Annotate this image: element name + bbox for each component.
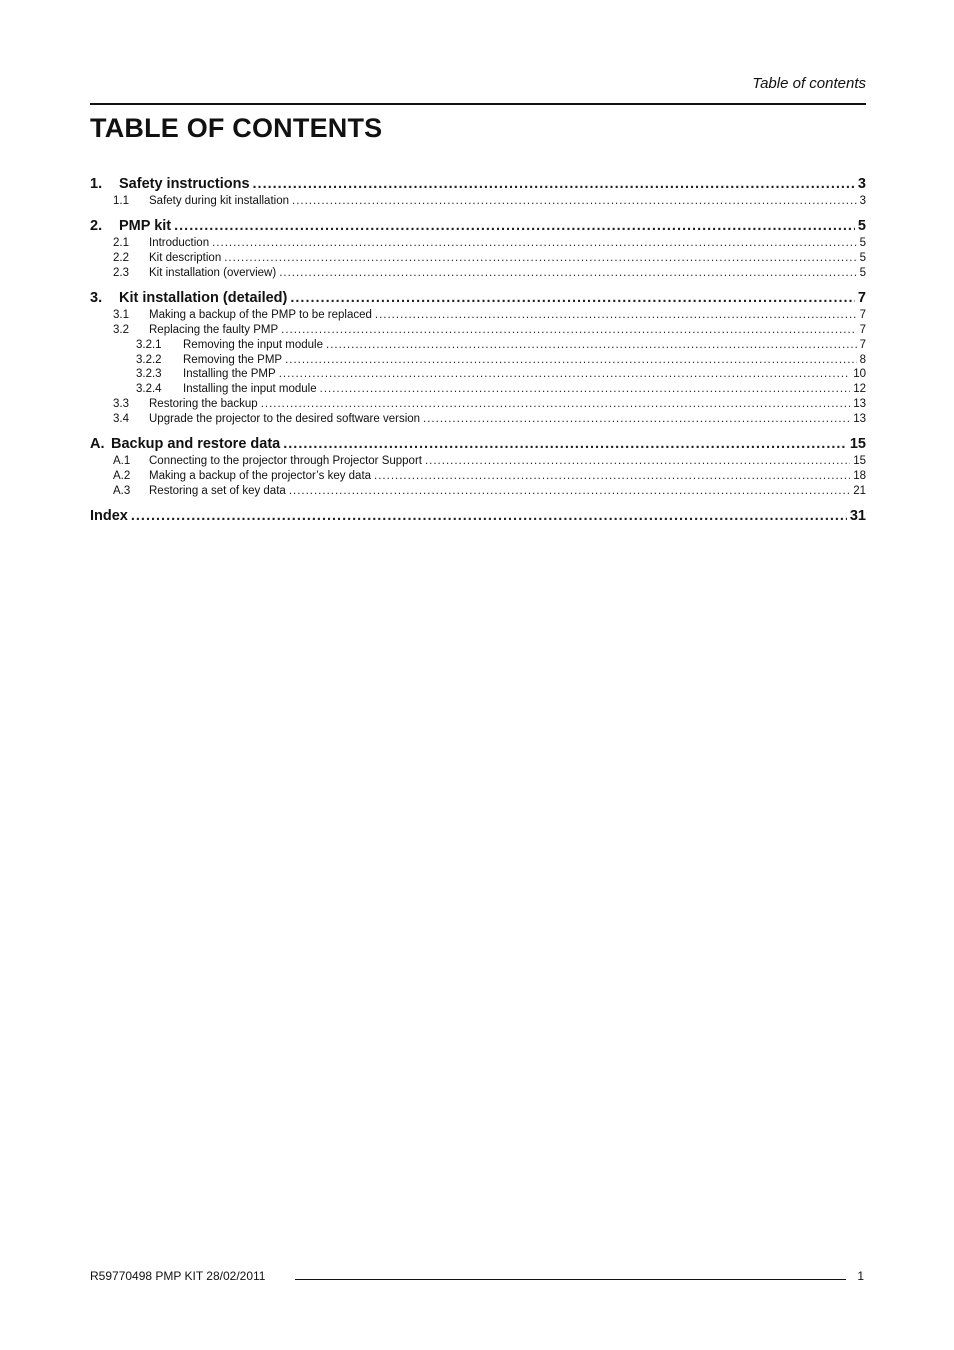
page-title: TABLE OF CONTENTS	[90, 113, 383, 143]
toc-section-a-2[interactable]	[90, 469, 866, 484]
toc-title: Safety instructions	[119, 176, 250, 192]
dot-leader	[326, 338, 857, 353]
toc-chapter-2[interactable]	[90, 217, 866, 236]
header-rule	[90, 103, 866, 105]
footer-page-number: 1	[857, 1269, 864, 1283]
toc-page: 7	[857, 290, 866, 306]
dot-leader	[375, 308, 857, 323]
toc-subsection-3-2-2[interactable]	[90, 353, 866, 368]
toc-title: Restoring a set of key data	[149, 484, 286, 497]
toc-number: 3.2.1	[136, 339, 162, 351]
dot-leader	[292, 194, 857, 209]
dot-leader	[320, 382, 851, 397]
toc-number: 3.2	[113, 324, 129, 336]
toc-page: 7	[859, 324, 866, 336]
footer-rule	[295, 1279, 846, 1280]
toc-title: Kit installation (detailed)	[119, 290, 288, 306]
toc-title: Making a backup of the projector’s key data	[149, 469, 372, 482]
toc-page: 7	[859, 309, 866, 321]
toc-section-2-2[interactable]	[90, 251, 866, 266]
toc-section-2-3[interactable]	[90, 266, 866, 281]
toc-title: Replacing the faulty PMP	[149, 324, 279, 336]
toc-title: Installing the PMP	[183, 368, 276, 381]
toc-title: Removing the input module	[183, 339, 323, 351]
dot-leader	[174, 217, 855, 236]
toc-title: Introduction	[149, 237, 210, 249]
toc-section-a-1[interactable]	[90, 454, 866, 469]
toc-title: Kit description	[149, 252, 222, 264]
dot-leader	[374, 469, 850, 484]
toc-number: 3.2.4	[136, 383, 162, 396]
toc-number: A.	[90, 435, 105, 452]
toc-page: 15	[853, 454, 866, 467]
dot-leader	[423, 412, 850, 427]
toc-number: A.2	[113, 469, 131, 482]
toc-page: 3	[857, 176, 866, 192]
toc-number: 3.	[90, 290, 103, 306]
toc-number: 3.2.3	[136, 368, 162, 381]
dot-leader	[425, 454, 850, 469]
toc-subsection-3-2-1[interactable]	[90, 338, 866, 353]
toc-number: 2.	[90, 218, 103, 234]
dot-leader	[279, 367, 851, 382]
dot-leader	[224, 251, 856, 266]
dot-leader	[289, 484, 850, 499]
toc-number: 1.	[90, 176, 103, 192]
toc-number: 2.3	[113, 267, 129, 279]
toc-page: 13	[853, 397, 866, 410]
dot-leader	[281, 323, 856, 338]
toc-page: 7	[859, 339, 866, 351]
toc-section-3-3[interactable]	[90, 397, 866, 412]
dot-leader	[283, 435, 847, 454]
footer-doc-info: R59770498 PMP KIT 28/02/2011	[90, 1269, 266, 1283]
toc-index[interactable]	[90, 507, 866, 526]
toc-page: 8	[859, 353, 866, 366]
toc-subsection-3-2-3[interactable]	[90, 367, 866, 382]
toc-section-3-1[interactable]	[90, 308, 866, 323]
toc-number: A.1	[113, 454, 131, 467]
dot-leader	[131, 507, 847, 526]
dot-leader	[279, 266, 856, 281]
toc-subsection-3-2-4[interactable]	[90, 382, 866, 397]
toc-title: Backup and restore data	[111, 435, 281, 452]
toc-chapter-1[interactable]	[90, 175, 866, 194]
toc-number: 3.1	[113, 309, 129, 321]
toc-title: Removing the PMP	[183, 353, 283, 366]
toc-number: 2.2	[113, 252, 129, 264]
toc-appendix-a[interactable]	[90, 435, 866, 454]
toc-number: 1.1	[113, 195, 129, 207]
toc-number: 2.1	[113, 237, 129, 249]
toc-title: Index	[90, 507, 128, 524]
toc-page: 18	[853, 469, 866, 482]
toc-section-2-1[interactable]	[90, 236, 866, 251]
toc-number: 3.4	[113, 412, 129, 425]
dot-leader	[261, 397, 851, 412]
toc-page: 15	[849, 435, 866, 452]
toc-page: 10	[853, 368, 866, 381]
toc-page: 5	[859, 252, 866, 264]
toc-section-3-2[interactable]	[90, 323, 866, 338]
toc-title: Restoring the backup	[149, 397, 258, 410]
dot-leader	[290, 289, 855, 308]
toc-chapter-3[interactable]	[90, 289, 866, 308]
dot-leader	[285, 353, 857, 368]
dot-leader	[253, 175, 855, 194]
dot-leader	[212, 236, 856, 251]
toc-title: Upgrade the projector to the desired software version	[149, 412, 421, 425]
toc-title: Kit installation (overview)	[149, 267, 277, 279]
running-header: Table of contents	[752, 75, 866, 92]
toc-number: 3.2.2	[136, 353, 162, 366]
toc-title: Making a backup of the PMP to be replaced	[149, 309, 372, 321]
toc-number: 3.3	[113, 397, 129, 410]
toc-page: 13	[853, 412, 866, 425]
toc-title: PMP kit	[119, 218, 172, 234]
toc-page: 5	[859, 237, 866, 249]
toc-page: 5	[857, 218, 866, 234]
toc-title: Safety during kit installation	[149, 195, 289, 207]
toc-page: 21	[853, 484, 866, 497]
toc-section-3-4[interactable]	[90, 412, 866, 427]
toc-page: 3	[859, 195, 866, 207]
toc-page: 5	[859, 267, 866, 279]
toc-title: Connecting to the projector through Projector Support	[149, 454, 422, 467]
toc-section-1-1[interactable]	[90, 194, 866, 209]
toc-number: A.3	[113, 484, 131, 497]
toc-title: Installing the input module	[183, 383, 317, 396]
toc-page: 31	[849, 507, 866, 524]
toc-section-a-3[interactable]	[90, 484, 866, 499]
table-of-contents	[90, 175, 866, 526]
toc-page: 12	[853, 383, 866, 396]
